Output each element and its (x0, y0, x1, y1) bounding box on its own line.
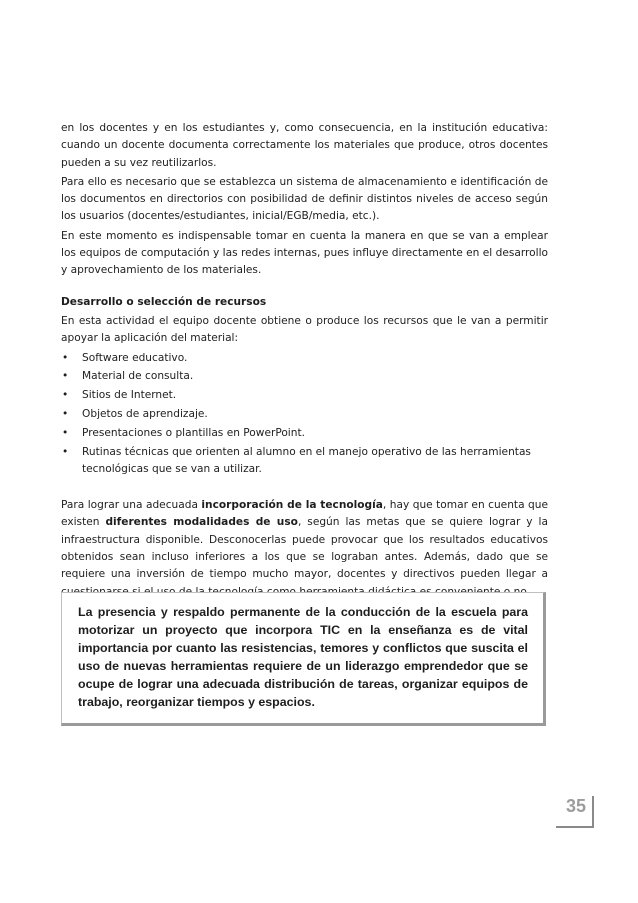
bold-term: diferentes modalidades de uso (105, 516, 298, 529)
section-heading: Desarrollo o selección de recursos (61, 295, 267, 308)
text-run: , hay que tomar en cuenta que existen (61, 499, 548, 529)
paragraph: Para ello es necesario que se establezca un sistema de almacenamiento e identificación de los documentos en directorios con posibilidad de definir distintos niveles de acceso según los usuarios (docentes/estudiantes, inicial/EGB/media, etc.). (61, 175, 548, 223)
page-number-label: 35 (565, 796, 586, 816)
paragraph: en los docentes y en los estudiantes y, como consecuencia, en la institución educativa: cuando un docente documenta correctamente los materiales que produce, otros docentes pueden a su vez reutilizarlos. (61, 122, 548, 169)
text-run: , según las metas que se quiere lograr y la infraestructura disponible. Desconocerlas puede provocar que los resultados educativos obtenidos sean incluso inferiores a los que se lograban antes. Además, dado que se requiere una inversión de tiempo mucho mayor, docentes y directivos pueden llegar a (61, 516, 548, 581)
closing-paragraph (61, 497, 548, 601)
text-run: Para lograr una adecuada (61, 499, 202, 512)
callout-text: La presencia y respaldo permanente de la conducción de la escuela para motorizar un proyecto que incorpora TIC en la enseñanza es de vital importancia por cuanto las resistencias, temores y conflictos que suscita el uso de nuevas herramientas requiere de un liderazgo emprendedor que se ocupe de lograr una adecuada distribución de tareas, organizar equipos de trabajo, reorganizar tiempos y espacios. (78, 605, 528, 709)
list-item: • Software educativo. (61, 350, 548, 367)
paragraph: En este momento es indispensable tomar en cuenta la manera en que se van a emplear los equipos de computación y las redes internas, pues influye directamente en el desarrollo y aprovechamiento de los materiales. (61, 229, 548, 277)
resource-list (61, 350, 548, 479)
page-number (556, 796, 594, 828)
bold-term: incorporación de la tecnología (201, 499, 383, 512)
list-item: • Rutinas técnicas que orienten al alumno en el manejo operativo de las herramientas tecnológicas que se van a utilizar. (61, 444, 548, 479)
list-item: • Sitios de Internet. (61, 387, 548, 404)
section-intro: En esta actividad el equipo docente obtiene o produce los recursos que le van a permitir apoyar la aplicación del material: (61, 314, 548, 345)
list-item: • Presentaciones o plantillas en PowerPoint. (61, 425, 548, 442)
callout-box (61, 592, 546, 726)
main-text (61, 120, 548, 603)
list-item: • Material de consulta. (61, 368, 548, 385)
list-item: • Objetos de aprendizaje. (61, 406, 548, 423)
